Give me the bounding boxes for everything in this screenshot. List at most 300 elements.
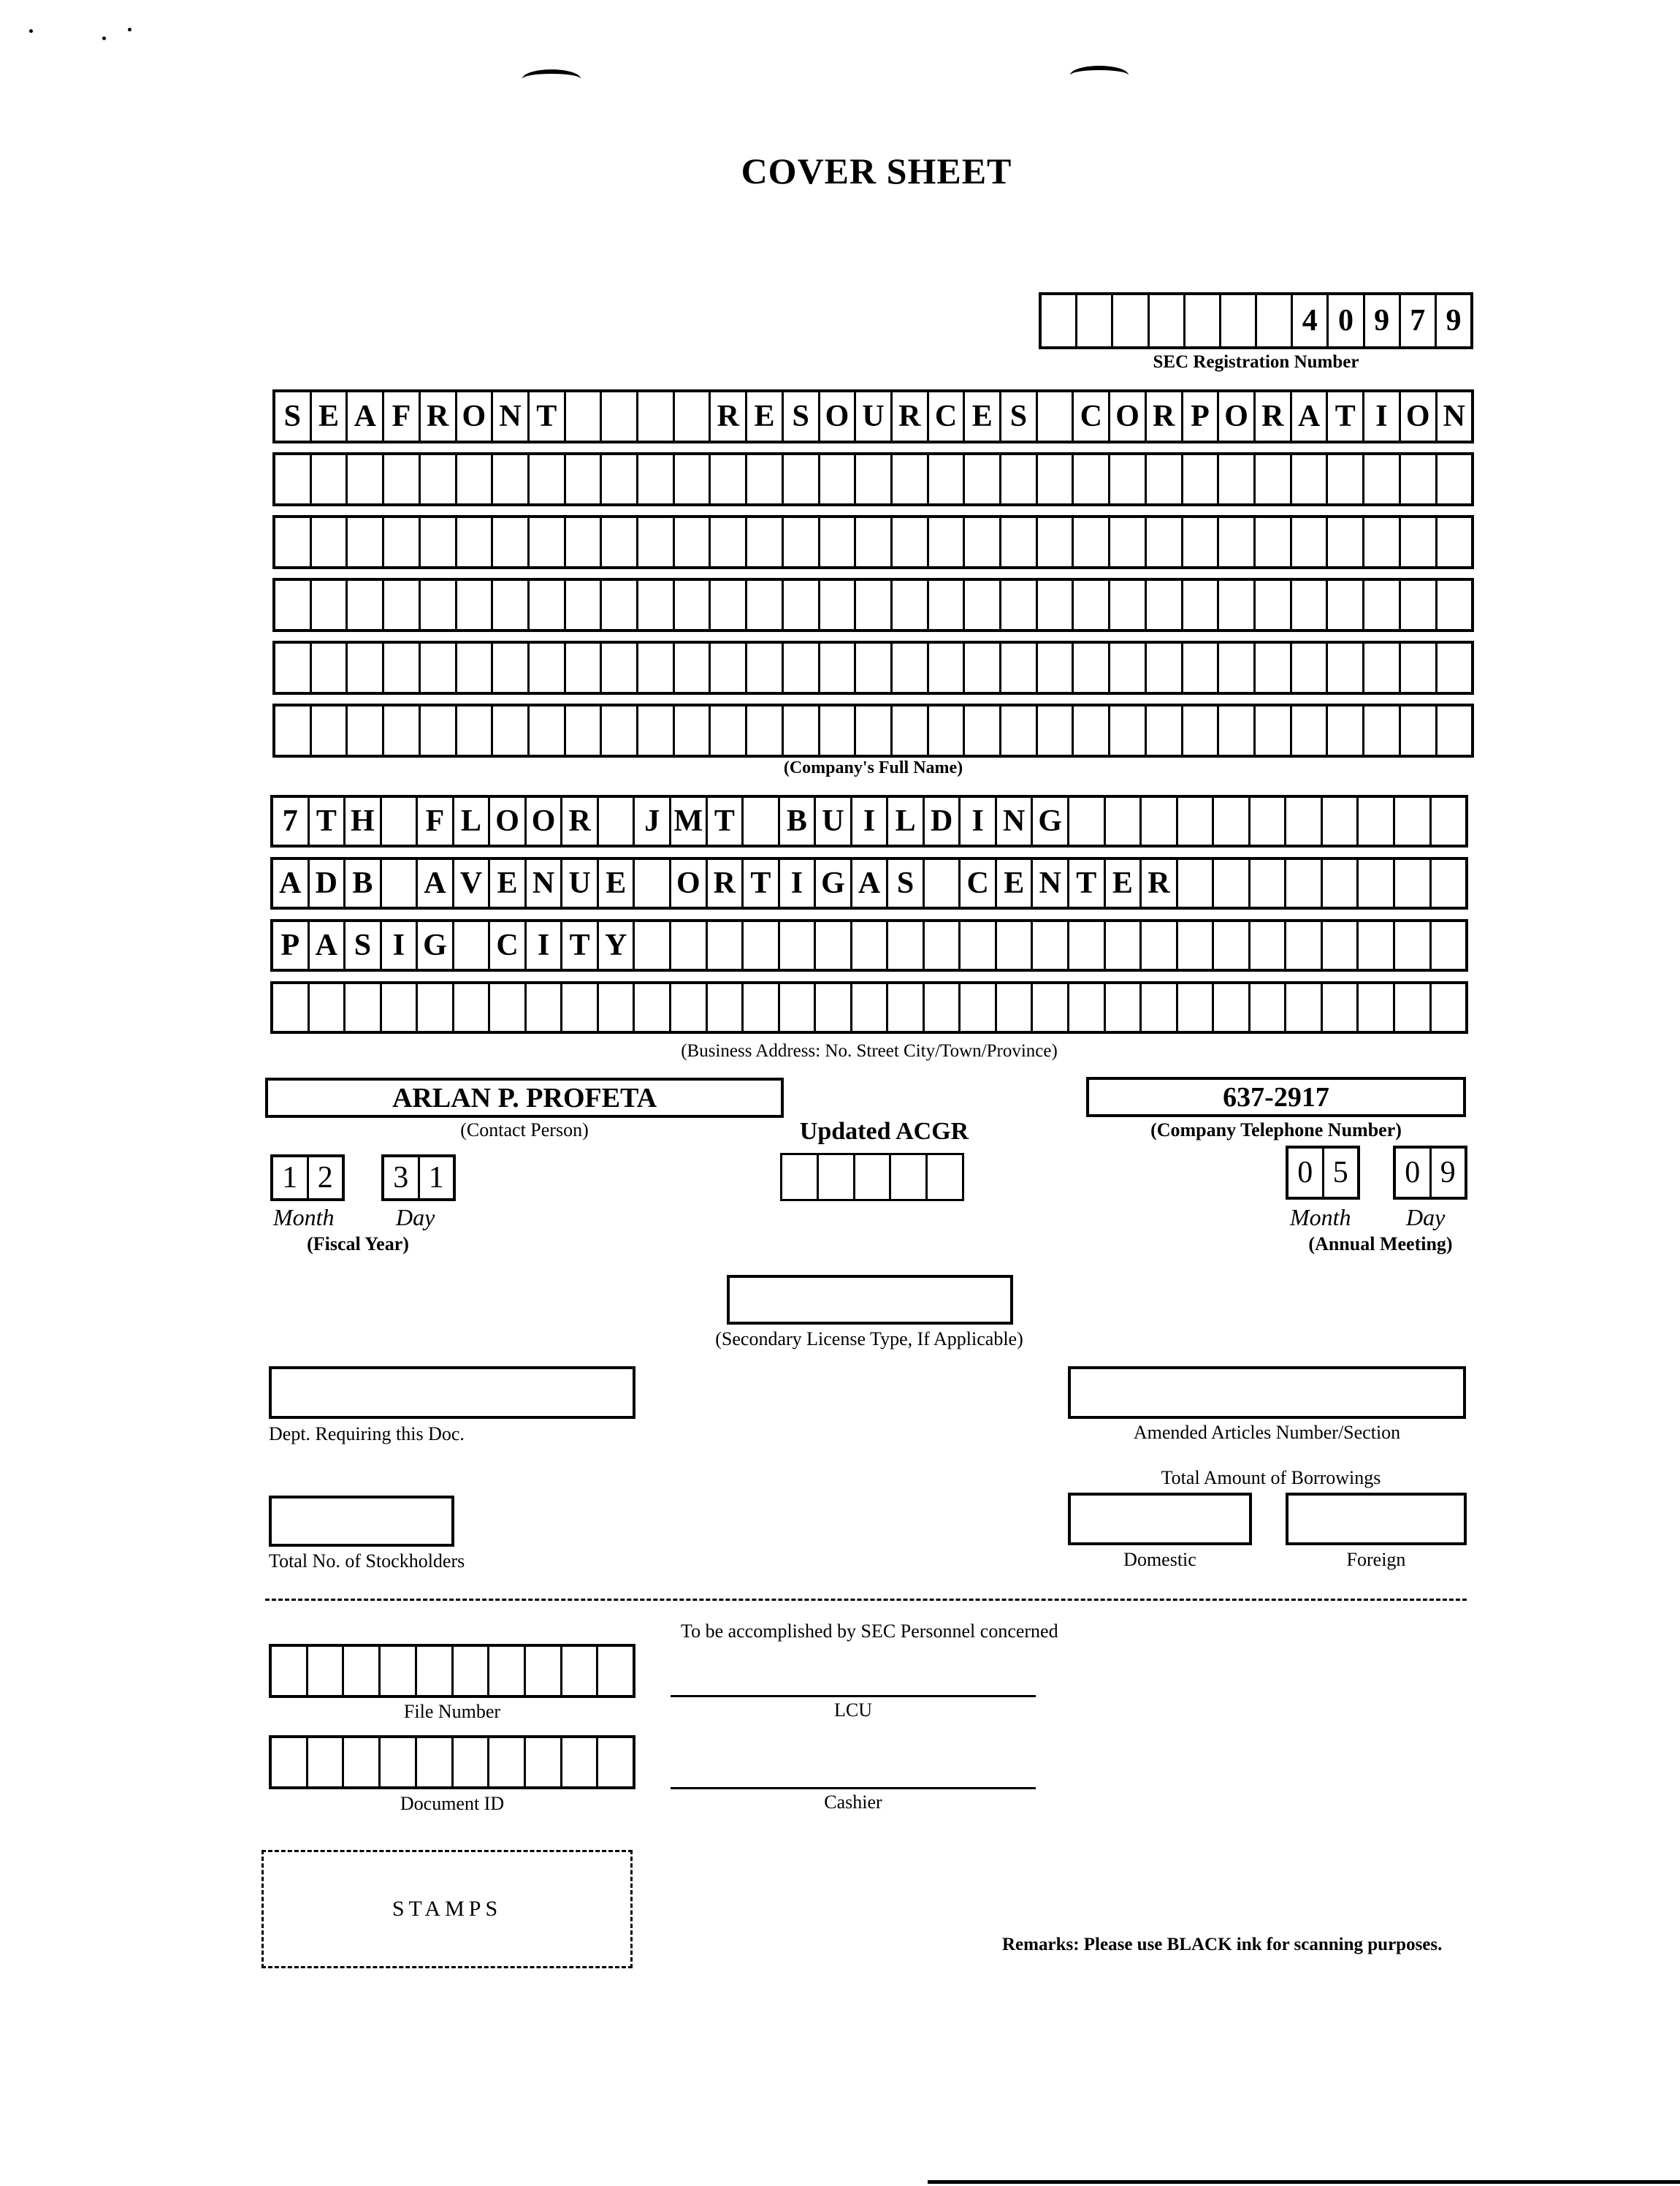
char-cell bbox=[925, 860, 961, 907]
char-cell bbox=[888, 984, 925, 1031]
business-address-row[interactable] bbox=[270, 795, 1468, 848]
char-cell bbox=[744, 984, 780, 1031]
punch-hole-mark-right bbox=[1070, 66, 1129, 85]
char-cell bbox=[1251, 860, 1287, 907]
char-cell bbox=[1001, 707, 1038, 755]
char-cell: 2 bbox=[317, 1161, 333, 1195]
char-cell bbox=[566, 644, 603, 692]
company-name-row[interactable] bbox=[272, 704, 1474, 758]
char-cell bbox=[929, 644, 966, 692]
char-cell: I bbox=[852, 798, 889, 845]
char-cell bbox=[1074, 644, 1110, 692]
char-cell bbox=[1178, 798, 1215, 845]
char-cell bbox=[417, 1647, 454, 1695]
char-cell: R bbox=[708, 860, 744, 907]
char-cell bbox=[635, 860, 671, 907]
char-cell bbox=[1183, 644, 1220, 692]
char-cell: S bbox=[784, 392, 820, 441]
char-cell bbox=[273, 984, 310, 1031]
char-cell bbox=[1069, 922, 1106, 969]
char-cell: D bbox=[925, 798, 961, 845]
company-full-name-grid[interactable] bbox=[272, 389, 1474, 766]
domestic-borrowings-field[interactable] bbox=[1068, 1493, 1252, 1545]
char-cell: Y bbox=[599, 922, 635, 969]
foreign-borrowings-caption: Foreign bbox=[1346, 1549, 1406, 1570]
char-cell bbox=[961, 922, 997, 969]
char-cell bbox=[566, 455, 603, 503]
company-name-row[interactable] bbox=[272, 578, 1474, 632]
char-cell bbox=[1038, 392, 1074, 441]
char-cell bbox=[1147, 644, 1183, 692]
annual-meeting-caption: (Annual Meeting) bbox=[1308, 1233, 1453, 1254]
char-cell bbox=[1437, 707, 1472, 755]
char-cell bbox=[1256, 707, 1292, 755]
char-cell bbox=[1251, 922, 1287, 969]
char-cell bbox=[711, 455, 747, 503]
char-cell bbox=[1401, 581, 1437, 629]
char-cell bbox=[1292, 644, 1329, 692]
char-cell bbox=[1328, 581, 1364, 629]
foreign-borrowings-field[interactable] bbox=[1286, 1493, 1467, 1545]
char-cell: P bbox=[273, 922, 310, 969]
char-cell bbox=[965, 644, 1001, 692]
remarks-text: Remarks: Please use BLACK ink for scanning purposes. bbox=[1002, 1935, 1443, 1954]
char-cell bbox=[1074, 518, 1110, 566]
char-cell bbox=[566, 392, 603, 441]
char-cell bbox=[275, 644, 312, 692]
char-cell bbox=[308, 1738, 345, 1786]
char-cell bbox=[1147, 581, 1183, 629]
char-cell bbox=[929, 581, 966, 629]
char-cell bbox=[457, 707, 494, 755]
company-name-row[interactable] bbox=[272, 452, 1474, 506]
char-cell bbox=[675, 518, 711, 566]
char-cell bbox=[1178, 860, 1215, 907]
char-cell bbox=[1074, 581, 1110, 629]
contact-person-value: ARLAN P. PROFETA bbox=[392, 1082, 657, 1113]
char-cell bbox=[1432, 922, 1466, 969]
char-cell bbox=[997, 922, 1034, 969]
dept-requiring-field[interactable] bbox=[269, 1366, 635, 1419]
char-cell bbox=[784, 707, 820, 755]
char-cell bbox=[1364, 644, 1401, 692]
char-cell bbox=[1328, 707, 1364, 755]
char-cell bbox=[855, 1155, 892, 1199]
char-cell bbox=[708, 922, 744, 969]
char-cell bbox=[711, 518, 747, 566]
char-cell bbox=[1077, 295, 1113, 346]
char-cell bbox=[381, 1738, 417, 1786]
char-cell bbox=[747, 707, 784, 755]
char-cell bbox=[272, 1647, 308, 1695]
char-cell bbox=[602, 707, 638, 755]
file-number-caption: File Number bbox=[403, 1701, 501, 1722]
char-cell: G bbox=[816, 860, 852, 907]
total-stockholders-caption: Total No. of Stockholders bbox=[269, 1550, 465, 1572]
cashier-signature-line[interactable] bbox=[671, 1787, 1036, 1789]
char-cell bbox=[819, 1155, 855, 1199]
char-cell bbox=[421, 518, 457, 566]
char-cell bbox=[635, 984, 671, 1031]
char-cell bbox=[638, 581, 675, 629]
char-cell bbox=[929, 455, 966, 503]
char-cell bbox=[381, 1647, 417, 1695]
char-cell bbox=[1110, 518, 1147, 566]
sec-personnel-note: To be accomplished by SEC Personnel concerned bbox=[681, 1621, 1058, 1642]
char-cell bbox=[308, 1647, 345, 1695]
total-stockholders-field[interactable] bbox=[269, 1496, 454, 1547]
char-cell: 1 bbox=[428, 1161, 444, 1195]
char-cell bbox=[997, 984, 1034, 1031]
fiscal-year-day-field[interactable] bbox=[381, 1154, 456, 1201]
char-cell bbox=[1395, 860, 1432, 907]
char-cell bbox=[638, 455, 675, 503]
char-cell: O bbox=[1401, 392, 1437, 441]
char-cell bbox=[1069, 984, 1106, 1031]
char-cell: O bbox=[527, 798, 563, 845]
char-cell bbox=[1185, 295, 1221, 346]
char-cell bbox=[965, 455, 1001, 503]
company-name-row[interactable] bbox=[272, 389, 1474, 443]
char-cell: O bbox=[820, 392, 857, 441]
char-cell: L bbox=[454, 798, 491, 845]
char-cell bbox=[891, 1155, 928, 1199]
char-cell bbox=[566, 581, 603, 629]
char-cell: I bbox=[780, 860, 817, 907]
char-cell bbox=[312, 455, 348, 503]
sec-registration-number-field[interactable] bbox=[1039, 292, 1473, 349]
char-cell: S bbox=[275, 392, 312, 441]
char-cell bbox=[602, 644, 638, 692]
char-cell bbox=[562, 1647, 599, 1695]
char-cell bbox=[1286, 984, 1323, 1031]
char-cell bbox=[493, 581, 530, 629]
char-cell bbox=[1147, 455, 1183, 503]
scan-speck bbox=[128, 28, 131, 31]
char-cell bbox=[965, 581, 1001, 629]
char-cell bbox=[457, 644, 494, 692]
char-cell bbox=[382, 860, 419, 907]
char-cell bbox=[784, 518, 820, 566]
char-cell bbox=[1178, 922, 1215, 969]
file-number-field[interactable] bbox=[269, 1644, 635, 1698]
char-cell bbox=[489, 1738, 526, 1786]
char-cell: C bbox=[490, 922, 527, 969]
char-cell bbox=[421, 581, 457, 629]
annual-meeting-month-field[interactable] bbox=[1286, 1146, 1360, 1200]
char-cell: J bbox=[635, 798, 671, 845]
char-cell bbox=[1323, 984, 1359, 1031]
char-cell bbox=[345, 984, 382, 1031]
char-cell bbox=[530, 455, 566, 503]
stamps-box bbox=[261, 1850, 633, 1968]
business-address-caption: (Business Address: No. Street City/Town/Province) bbox=[681, 1041, 1058, 1061]
char-cell bbox=[1219, 644, 1256, 692]
char-cell: A bbox=[852, 860, 889, 907]
char-cell: 7 bbox=[1401, 295, 1437, 346]
char-cell bbox=[929, 707, 966, 755]
page-title: COVER SHEET bbox=[741, 151, 1012, 191]
char-cell bbox=[1147, 518, 1183, 566]
char-cell: C bbox=[929, 392, 966, 441]
char-cell bbox=[457, 518, 494, 566]
char-cell bbox=[1437, 455, 1472, 503]
char-cell bbox=[1292, 581, 1329, 629]
char-cell: G bbox=[418, 922, 454, 969]
char-cell: A bbox=[273, 860, 310, 907]
char-cell bbox=[1033, 984, 1069, 1031]
char-cell bbox=[457, 581, 494, 629]
char-cell bbox=[530, 581, 566, 629]
char-cell: E bbox=[1106, 860, 1142, 907]
char-cell bbox=[744, 798, 780, 845]
char-cell bbox=[530, 518, 566, 566]
char-cell bbox=[1183, 455, 1220, 503]
char-cell bbox=[928, 1155, 962, 1199]
section-divider bbox=[265, 1599, 1467, 1601]
char-cell bbox=[493, 455, 530, 503]
char-cell: T bbox=[744, 860, 780, 907]
cashier-caption: Cashier bbox=[824, 1791, 882, 1813]
char-cell bbox=[893, 518, 929, 566]
char-cell bbox=[275, 581, 312, 629]
char-cell bbox=[1106, 984, 1142, 1031]
char-cell bbox=[1106, 922, 1142, 969]
company-telephone-caption: (Company Telephone Number) bbox=[1150, 1119, 1402, 1140]
char-cell bbox=[711, 581, 747, 629]
company-name-row[interactable] bbox=[272, 641, 1474, 695]
char-cell bbox=[893, 581, 929, 629]
char-cell bbox=[1286, 922, 1323, 969]
char-cell bbox=[530, 707, 566, 755]
char-cell: E bbox=[965, 392, 1001, 441]
char-cell: A bbox=[348, 392, 384, 441]
char-cell bbox=[1257, 295, 1293, 346]
char-cell bbox=[1183, 581, 1220, 629]
char-cell bbox=[1183, 518, 1220, 566]
char-cell bbox=[747, 518, 784, 566]
char-cell bbox=[965, 518, 1001, 566]
char-cell bbox=[675, 707, 711, 755]
updated-acgr-label: Updated ACGR bbox=[799, 1118, 969, 1145]
secondary-license-caption: (Secondary License Type, If Applicable) bbox=[715, 1328, 1023, 1349]
updated-acgr-field[interactable] bbox=[780, 1153, 964, 1201]
char-cell bbox=[1042, 295, 1077, 346]
char-cell: T bbox=[310, 798, 346, 845]
char-cell bbox=[312, 581, 348, 629]
business-address-row[interactable] bbox=[270, 981, 1468, 1034]
char-cell: N bbox=[527, 860, 563, 907]
char-cell bbox=[348, 518, 384, 566]
char-cell: F bbox=[384, 392, 421, 441]
business-address-grid[interactable] bbox=[270, 795, 1468, 1043]
char-cell bbox=[1147, 707, 1183, 755]
char-cell: R bbox=[1256, 392, 1292, 441]
char-cell: E bbox=[747, 392, 784, 441]
char-cell bbox=[493, 518, 530, 566]
char-cell bbox=[675, 581, 711, 629]
char-cell: A bbox=[418, 860, 454, 907]
char-cell: P bbox=[1183, 392, 1220, 441]
char-cell bbox=[1219, 707, 1256, 755]
char-cell bbox=[602, 392, 638, 441]
char-cell bbox=[893, 455, 929, 503]
char-cell: 0 bbox=[1396, 1149, 1432, 1197]
char-cell bbox=[784, 455, 820, 503]
char-cell bbox=[1038, 518, 1074, 566]
dept-requiring-caption: Dept. Requiring this Doc. bbox=[269, 1423, 465, 1444]
char-cell: A bbox=[1292, 392, 1329, 441]
char-cell bbox=[384, 455, 421, 503]
amended-articles-field[interactable] bbox=[1068, 1366, 1466, 1419]
company-name-row[interactable] bbox=[272, 515, 1474, 569]
char-cell: F bbox=[418, 798, 454, 845]
char-cell bbox=[1001, 644, 1038, 692]
char-cell bbox=[711, 644, 747, 692]
char-cell bbox=[344, 1647, 381, 1695]
char-cell bbox=[1359, 984, 1395, 1031]
char-cell: 9 bbox=[1446, 304, 1462, 338]
char-cell bbox=[275, 455, 312, 503]
char-cell bbox=[671, 922, 708, 969]
char-cell bbox=[856, 644, 893, 692]
char-cell bbox=[566, 707, 603, 755]
char-cell bbox=[1256, 581, 1292, 629]
document-id-field[interactable] bbox=[269, 1735, 635, 1789]
char-cell bbox=[1359, 798, 1395, 845]
char-cell: T bbox=[1069, 860, 1106, 907]
char-cell bbox=[780, 922, 817, 969]
char-cell bbox=[638, 518, 675, 566]
scan-speck bbox=[102, 37, 106, 40]
char-cell bbox=[457, 455, 494, 503]
fiscal-year-month-field[interactable] bbox=[270, 1154, 345, 1201]
char-cell bbox=[1113, 295, 1149, 346]
char-cell bbox=[1256, 455, 1292, 503]
char-cell bbox=[856, 707, 893, 755]
char-cell bbox=[1150, 295, 1185, 346]
char-cell bbox=[275, 518, 312, 566]
char-cell bbox=[454, 922, 491, 969]
char-cell bbox=[1395, 798, 1432, 845]
char-cell bbox=[1256, 518, 1292, 566]
char-cell bbox=[1038, 707, 1074, 755]
char-cell bbox=[1395, 922, 1432, 969]
char-cell: E bbox=[312, 392, 348, 441]
company-telephone-field[interactable] bbox=[1086, 1077, 1466, 1117]
char-cell bbox=[820, 518, 857, 566]
char-cell bbox=[598, 1647, 633, 1695]
char-cell: N bbox=[493, 392, 530, 441]
char-cell bbox=[1364, 455, 1401, 503]
char-cell bbox=[493, 707, 530, 755]
char-cell bbox=[816, 922, 852, 969]
char-cell: 5 bbox=[1332, 1156, 1348, 1189]
secondary-license-field[interactable] bbox=[727, 1275, 1013, 1325]
char-cell bbox=[856, 581, 893, 629]
char-cell bbox=[780, 984, 817, 1031]
char-cell bbox=[1221, 295, 1257, 346]
char-cell bbox=[1364, 518, 1401, 566]
char-cell bbox=[638, 707, 675, 755]
char-cell bbox=[1110, 455, 1147, 503]
char-cell: E bbox=[599, 860, 635, 907]
char-cell bbox=[1178, 984, 1215, 1031]
char-cell bbox=[312, 644, 348, 692]
char-cell bbox=[784, 581, 820, 629]
char-cell: M bbox=[671, 798, 708, 845]
char-cell bbox=[1069, 798, 1106, 845]
char-cell: 9 bbox=[1365, 295, 1401, 346]
char-cell: I bbox=[527, 922, 563, 969]
contact-person-field[interactable] bbox=[265, 1078, 784, 1118]
char-cell bbox=[1328, 518, 1364, 566]
char-cell: U bbox=[816, 798, 852, 845]
char-cell: S bbox=[1001, 392, 1038, 441]
char-cell: S bbox=[888, 860, 925, 907]
char-cell bbox=[820, 581, 857, 629]
char-cell bbox=[1183, 707, 1220, 755]
char-cell bbox=[1219, 455, 1256, 503]
char-cell: H bbox=[345, 798, 382, 845]
char-cell bbox=[1001, 455, 1038, 503]
char-cell bbox=[1401, 644, 1437, 692]
lcu-signature-line[interactable] bbox=[671, 1695, 1036, 1697]
business-address-row[interactable] bbox=[270, 919, 1468, 972]
char-cell: R bbox=[711, 392, 747, 441]
char-cell bbox=[384, 518, 421, 566]
char-cell bbox=[675, 455, 711, 503]
char-cell bbox=[527, 984, 563, 1031]
char-cell bbox=[418, 984, 454, 1031]
char-cell bbox=[820, 707, 857, 755]
char-cell bbox=[598, 1738, 633, 1786]
char-cell bbox=[602, 455, 638, 503]
char-cell: L bbox=[888, 798, 925, 845]
char-cell: R bbox=[562, 798, 599, 845]
char-cell bbox=[1074, 707, 1110, 755]
business-address-row[interactable] bbox=[270, 857, 1468, 910]
char-cell bbox=[1432, 798, 1466, 845]
annual-meeting-day-label: Day bbox=[1406, 1204, 1446, 1230]
char-cell bbox=[599, 798, 635, 845]
char-cell bbox=[888, 922, 925, 969]
char-cell: E bbox=[490, 860, 527, 907]
char-cell: I bbox=[961, 798, 997, 845]
fiscal-year-month-label: Month bbox=[273, 1204, 335, 1230]
char-cell bbox=[1432, 860, 1466, 907]
char-cell bbox=[1359, 922, 1395, 969]
char-cell bbox=[856, 518, 893, 566]
char-cell: 0 bbox=[1288, 1149, 1324, 1197]
char-cell bbox=[1110, 644, 1147, 692]
char-cell bbox=[1214, 860, 1251, 907]
char-cell bbox=[1038, 644, 1074, 692]
char-cell bbox=[1328, 644, 1364, 692]
char-cell bbox=[711, 707, 747, 755]
char-cell bbox=[1395, 984, 1432, 1031]
char-cell bbox=[1214, 922, 1251, 969]
annual-meeting-day-field[interactable] bbox=[1393, 1146, 1467, 1200]
char-cell: I bbox=[382, 922, 419, 969]
char-cell: T bbox=[562, 922, 599, 969]
char-cell bbox=[1286, 798, 1323, 845]
char-cell bbox=[526, 1738, 562, 1786]
char-cell bbox=[562, 984, 599, 1031]
char-cell: N bbox=[1033, 860, 1069, 907]
char-cell bbox=[747, 455, 784, 503]
char-cell bbox=[1364, 707, 1401, 755]
